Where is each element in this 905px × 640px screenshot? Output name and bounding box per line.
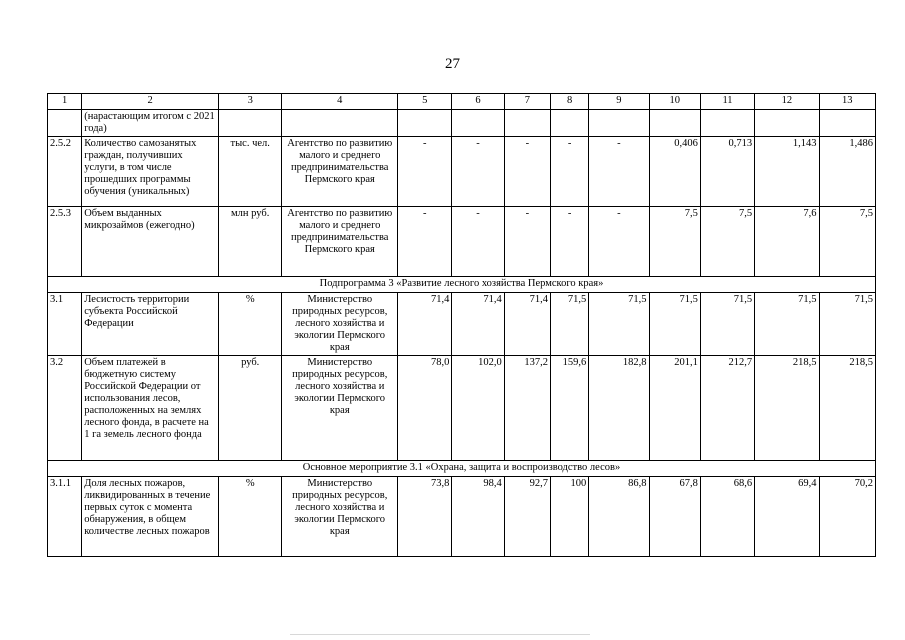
value-cell: 71,5 xyxy=(700,293,754,356)
indicator-name: Количество самозанятых граждан, получивших услуги, в том числе прошедших программы обучения (уникальных) xyxy=(82,137,219,207)
unit: руб. xyxy=(219,356,282,461)
value-cell xyxy=(504,110,550,137)
value-cell: - xyxy=(504,207,550,277)
responsible-org: Министерство природных ресурсов, лесного хозяйства и экологии Пермского края xyxy=(282,293,398,356)
value-cell: 1,143 xyxy=(755,137,819,207)
indicator-name: Доля лесных пожаров, ликвидированных в течение первых суток с момента обнаружения, в общем количестве лесных пожаров xyxy=(82,477,219,557)
unit: млн руб. xyxy=(219,207,282,277)
header-cell: 11 xyxy=(700,94,754,110)
value-cell: - xyxy=(550,207,588,277)
indicator-name: (нарастающим итогом с 2021 года) xyxy=(82,110,219,137)
value-cell: - xyxy=(398,137,452,207)
header-cell: 8 xyxy=(550,94,588,110)
value-cell: 71,5 xyxy=(819,293,875,356)
value-cell: 218,5 xyxy=(755,356,819,461)
responsible-org: Министерство природных ресурсов, лесного хозяйства и экологии Пермского края xyxy=(282,356,398,461)
value-cell xyxy=(819,110,875,137)
indicators-table xyxy=(47,93,876,557)
value-cell: 68,6 xyxy=(700,477,754,557)
value-cell: 0,406 xyxy=(649,137,700,207)
header-cell: 2 xyxy=(82,94,219,110)
row-number: 2.5.2 xyxy=(48,137,82,207)
table-row xyxy=(48,477,876,557)
unit: тыс. чел. xyxy=(219,137,282,207)
value-cell xyxy=(398,110,452,137)
value-cell: 137,2 xyxy=(504,356,550,461)
value-cell: 100 xyxy=(550,477,588,557)
row-number: 2.5.3 xyxy=(48,207,82,277)
table-row xyxy=(48,356,876,461)
value-cell: 71,5 xyxy=(755,293,819,356)
value-cell: - xyxy=(452,137,504,207)
value-cell: 71,4 xyxy=(398,293,452,356)
row-number: 3.1.1 xyxy=(48,477,82,557)
responsible-org xyxy=(282,110,398,137)
scan-edge-line xyxy=(290,634,590,635)
value-cell: 159,6 xyxy=(550,356,588,461)
row-number xyxy=(48,110,82,137)
indicator-name: Объем платежей в бюджетную систему Российской Федерации от использования лесов, расположенных на землях лесного фонда, в расчете на 1 га земель лесного фонда xyxy=(82,356,219,461)
value-cell: 182,8 xyxy=(589,356,649,461)
header-cell: 7 xyxy=(504,94,550,110)
responsible-org: Министерство природных ресурсов, лесного хозяйства и экологии Пермского края xyxy=(282,477,398,557)
value-cell: 7,5 xyxy=(649,207,700,277)
header-cell: 12 xyxy=(755,94,819,110)
value-cell: 67,8 xyxy=(649,477,700,557)
value-cell: 73,8 xyxy=(398,477,452,557)
value-cell: 71,5 xyxy=(589,293,649,356)
header-cell: 10 xyxy=(649,94,700,110)
value-cell: - xyxy=(550,137,588,207)
value-cell: 1,486 xyxy=(819,137,875,207)
header-cell: 3 xyxy=(219,94,282,110)
value-cell: 71,4 xyxy=(504,293,550,356)
header-cell: 5 xyxy=(398,94,452,110)
header-cell: 1 xyxy=(48,94,82,110)
value-cell xyxy=(755,110,819,137)
value-cell: 86,8 xyxy=(589,477,649,557)
value-cell: - xyxy=(398,207,452,277)
value-cell: 71,4 xyxy=(452,293,504,356)
table-row xyxy=(48,293,876,356)
value-cell: 92,7 xyxy=(504,477,550,557)
value-cell xyxy=(589,110,649,137)
value-cell xyxy=(700,110,754,137)
table-row xyxy=(48,110,876,137)
value-cell: - xyxy=(589,137,649,207)
header-cell: 6 xyxy=(452,94,504,110)
value-cell: 98,4 xyxy=(452,477,504,557)
table-row xyxy=(48,207,876,277)
table-row xyxy=(48,137,876,207)
indicator-name: Объем выданных микрозаймов (ежегодно) xyxy=(82,207,219,277)
activity-title: Основное мероприятие 3.1 «Охрана, защита и воспроизводство лесов» xyxy=(48,461,876,477)
indicator-name: Лесистость территории субъекта Российской Федерации xyxy=(82,293,219,356)
row-number: 3.2 xyxy=(48,356,82,461)
subprogram-title: Подпрограмма 3 «Развитие лесного хозяйства Пермского края» xyxy=(48,277,876,293)
value-cell: 102,0 xyxy=(452,356,504,461)
value-cell: - xyxy=(589,207,649,277)
unit: % xyxy=(219,477,282,557)
value-cell: 201,1 xyxy=(649,356,700,461)
unit: % xyxy=(219,293,282,356)
header-row xyxy=(48,94,876,110)
value-cell: 70,2 xyxy=(819,477,875,557)
value-cell: 71,5 xyxy=(550,293,588,356)
unit xyxy=(219,110,282,137)
value-cell xyxy=(550,110,588,137)
page-number: 27 xyxy=(445,56,460,72)
header-cell: 13 xyxy=(819,94,875,110)
responsible-org: Агентство по развитию малого и среднего предпринимательства Пермского края xyxy=(282,207,398,277)
value-cell: 7,5 xyxy=(819,207,875,277)
value-cell: 71,5 xyxy=(649,293,700,356)
value-cell xyxy=(452,110,504,137)
header-cell: 4 xyxy=(282,94,398,110)
value-cell: - xyxy=(452,207,504,277)
value-cell: - xyxy=(504,137,550,207)
value-cell: 212,7 xyxy=(700,356,754,461)
value-cell: 69,4 xyxy=(755,477,819,557)
responsible-org: Агентство по развитию малого и среднего предпринимательства Пермского края xyxy=(282,137,398,207)
value-cell: 78,0 xyxy=(398,356,452,461)
value-cell xyxy=(649,110,700,137)
section-row xyxy=(48,461,876,477)
value-cell: 7,5 xyxy=(700,207,754,277)
value-cell: 7,6 xyxy=(755,207,819,277)
value-cell: 0,713 xyxy=(700,137,754,207)
section-row xyxy=(48,277,876,293)
header-cell: 9 xyxy=(589,94,649,110)
value-cell: 218,5 xyxy=(819,356,875,461)
row-number: 3.1 xyxy=(48,293,82,356)
